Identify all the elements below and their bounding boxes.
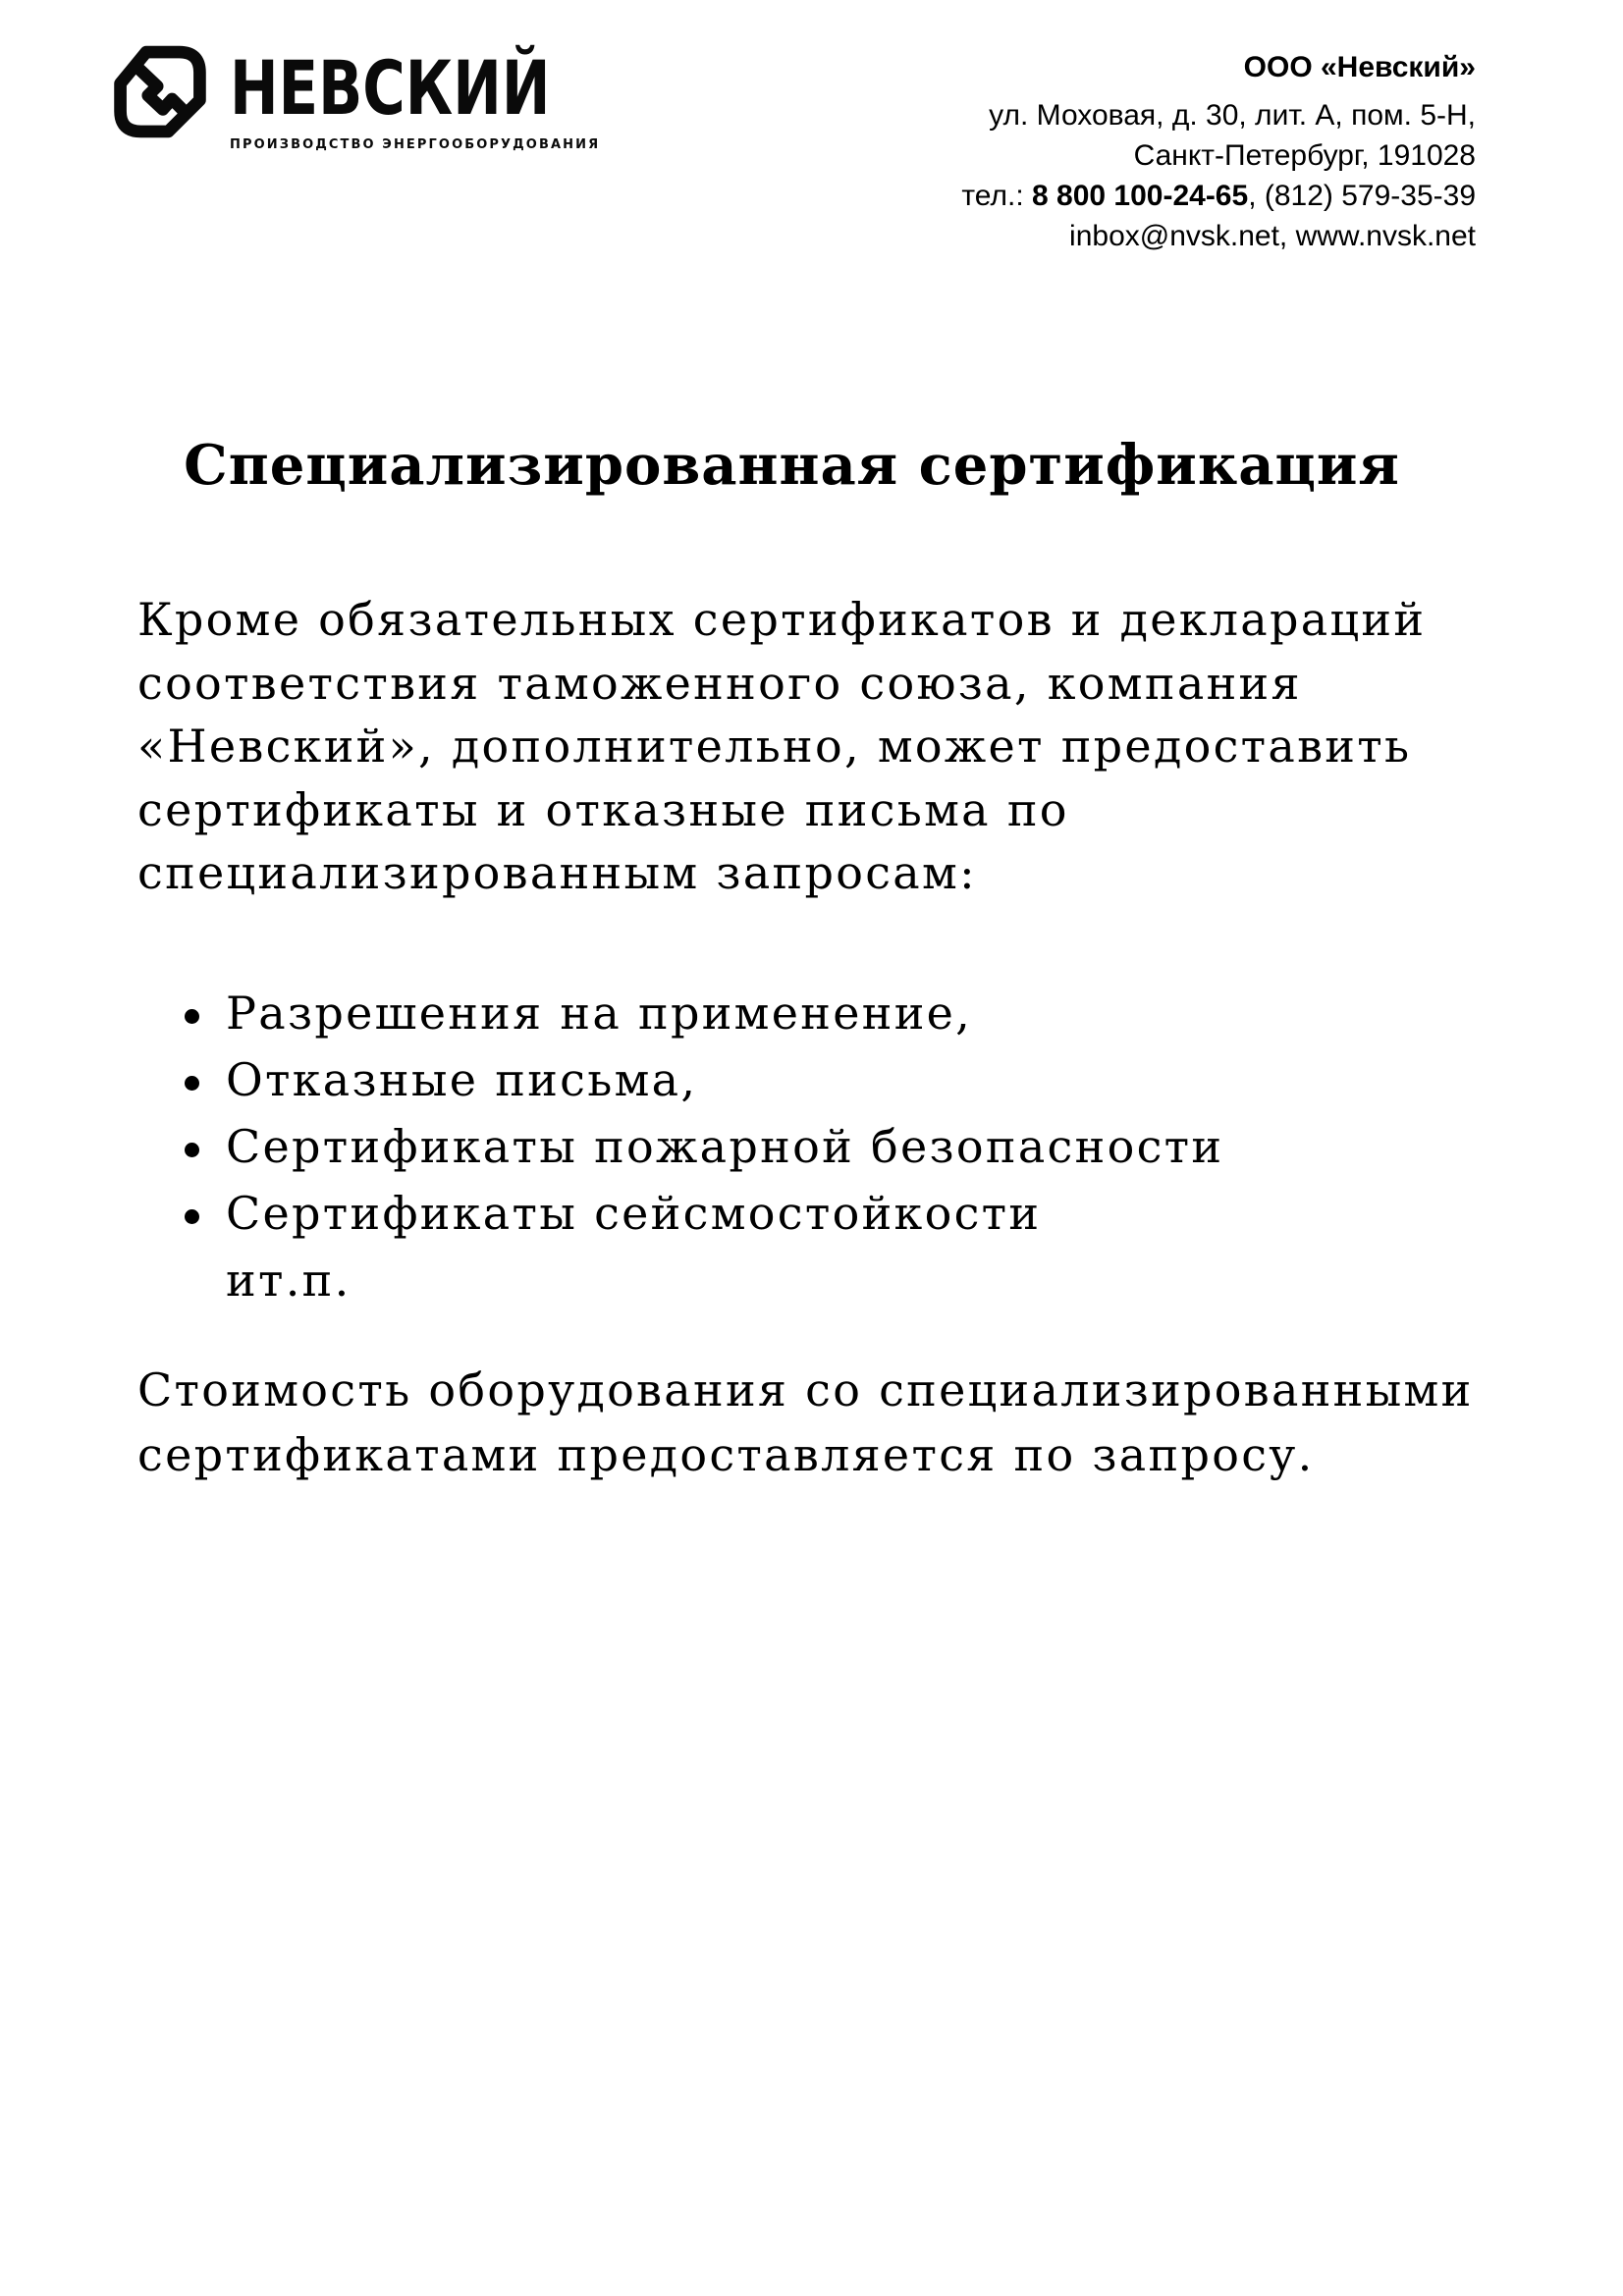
logo-mark-icon [114, 44, 206, 139]
list-item [185, 1113, 1223, 1180]
paragraph-line: сертификаты и отказные письма по [137, 782, 1069, 836]
contact-block [961, 47, 1476, 256]
paragraph-line: Кроме обязательных сертификатов и деклараций [137, 593, 1427, 646]
address-line-2: Санкт-Петербург, 191028 [1133, 139, 1476, 172]
paragraph-line: соответствия таможенного союза, компания [137, 656, 1302, 710]
paragraph-line: Стоимость оборудования со специализированными [137, 1363, 1474, 1416]
logo-brand-text: НЕВСКИЙ [230, 44, 551, 132]
phone-line [961, 176, 1476, 216]
phone-number-main: 8 800 100-24-65 [1032, 180, 1249, 212]
bullet-icon [185, 1143, 199, 1157]
bullet-icon [185, 1076, 199, 1091]
closing-paragraph [137, 1358, 1474, 1487]
logo-tagline: ПРОИЗВОДСТВО ЭНЕРГООБОРУДОВАНИЯ [230, 137, 601, 152]
bullet-icon [185, 1209, 199, 1224]
certificates-bullet-list [185, 980, 1223, 1313]
email-website-line: inbox@nvsk.net, www.nvsk.net [1069, 220, 1476, 252]
document-title: Специализированная сертификация [184, 433, 1400, 498]
list-item [185, 1046, 1223, 1113]
logo [230, 44, 641, 152]
company-name: ООО «Невский» [1243, 51, 1476, 83]
paragraph-line: «Невский», дополнительно, может предоставить [137, 720, 1412, 773]
list-item [185, 1180, 1223, 1313]
bullet-icon [185, 1009, 199, 1024]
phone-label: тел.: [961, 180, 1032, 212]
intro-paragraph [137, 588, 1426, 905]
bullet-text: Отказные письма, [226, 1053, 698, 1106]
bullet-text: Сертификаты пожарной безопасности [226, 1120, 1224, 1173]
paragraph-line: специализированным запросам: [137, 846, 977, 899]
bullet-text: Сертификаты сейсмостойкости [226, 1187, 1042, 1240]
paragraph-line: сертификатами предоставляется по запросу. [137, 1428, 1315, 1481]
bullet-text: Разрешения на применение, [226, 987, 973, 1040]
address-line-1: ул. Моховая, д. 30, лит. А, пом. 5-Н, [989, 99, 1476, 132]
phone-number-secondary: , (812) 579-35-39 [1248, 180, 1476, 212]
bullet-continuation-line: ит.п. [226, 1254, 352, 1307]
list-item [185, 980, 1223, 1046]
